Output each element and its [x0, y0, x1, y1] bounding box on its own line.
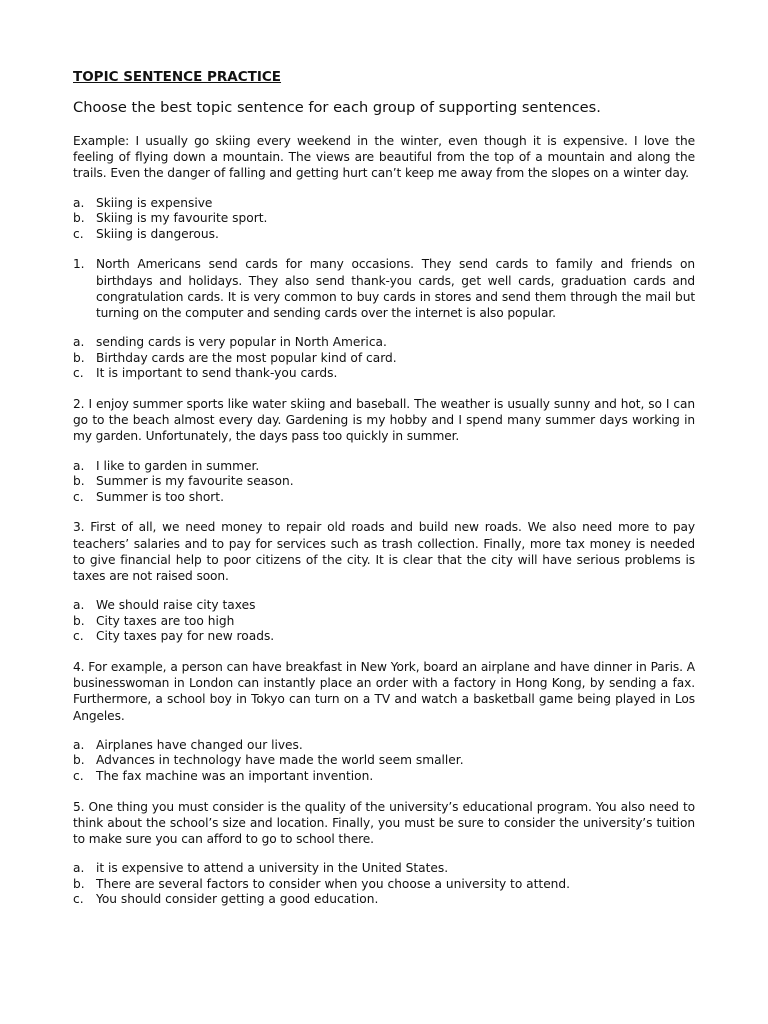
question-3-paragraph: 3. First of all, we need money to repair old roads and build new roads. We also need more to pay teachers’ salaries and to pay for services such as trash collection. Finally, more tax money is needed to give financial help to poor citizens of the city. It is clear that the city will have serious problems is taxes are not raised soon. [73, 520, 695, 583]
option-item: b. Advances in technology have made the world seem smaller. [73, 753, 464, 768]
question-2-options [73, 459, 695, 506]
question-4-options [73, 738, 695, 785]
option-item: a. sending cards is very popular in North America. [73, 335, 387, 350]
option-item: b. City taxes are too high [73, 613, 235, 628]
option-item: b. Birthday cards are the most popular kind of card. [73, 350, 397, 365]
option-item: c. City taxes pay for new roads. [73, 629, 275, 644]
question-3-options [73, 598, 695, 645]
worksheet-page [73, 68, 695, 908]
question-2-paragraph: 2. I enjoy summer sports like water skiing and baseball. The weather is usually sunny and hot, so I can go to the beach almost every day. Gardening is my hobby and I spend many summer days working in my garden. Unfortunately, the days pass too quickly in summer. [73, 396, 695, 444]
option-item: c. You should consider getting a good education. [73, 892, 379, 907]
option-item: b. There are several factors to consider when you choose a university to attend. [73, 876, 571, 891]
option-item: b. Skiing is my favourite sport. [73, 211, 268, 226]
option-item: c. Skiing is dangerous. [73, 226, 219, 241]
option-item: a. it is expensive to attend a university in the United States. [73, 861, 449, 876]
question-5-options [73, 861, 695, 908]
option-item: a. I like to garden in summer. [73, 458, 260, 473]
question-5-paragraph: 5. One thing you must consider is the quality of the university’s educational program. You also need to think about the school’s size and location. Finally, you must be sure to consider the university’s tuition to make sure you can afford to go to school there. [73, 799, 695, 846]
question-1-options [73, 335, 695, 382]
question-4-paragraph: 4. For example, a person can have breakfast in New York, board an airplane and have dinner in Paris. A businesswoman in London can instantly place an order with a factory in Hong Kong, by sending a fax. Furthermore, a school boy in Tokyo can turn on a TV and watch a basketball game being played in Los Angeles. [73, 659, 695, 723]
instructions: Choose the best topic sentence for each group of supporting sentences. [73, 99, 601, 116]
option-item: b. Summer is my favourite season. [73, 474, 294, 489]
option-item: a. We should raise city taxes [73, 598, 256, 613]
example-paragraph: Example: I usually go skiing every weekend in the winter, even though it is expensive. I love the feeling of flying down a mountain. The views are beautiful from the top of a mountain and along the trails. Even the danger of falling and getting hurt can’t keep me away from the slopes on a winter day. [73, 134, 695, 181]
example-options [73, 196, 695, 243]
option-item: c. The fax machine was an important invention. [73, 768, 374, 783]
question-1-paragraph: 1. North Americans send cards for many occasions. They send cards to family and friends on birthdays and holidays. They also send thank-you cards, get well cards, graduation cards and congratulation cards. It is very common to buy cards in stores and send them through the mail but turning on the computer and sending cards over the internet is also popular. [73, 257, 695, 320]
option-item: a. Skiing is expensive [73, 195, 213, 210]
option-item: a. Airplanes have changed our lives. [73, 737, 303, 752]
option-item: c. It is important to send thank-you cards. [73, 366, 338, 381]
option-item: c. Summer is too short. [73, 489, 224, 504]
worksheet-title: TOPIC SENTENCE PRACTICE [73, 69, 282, 85]
